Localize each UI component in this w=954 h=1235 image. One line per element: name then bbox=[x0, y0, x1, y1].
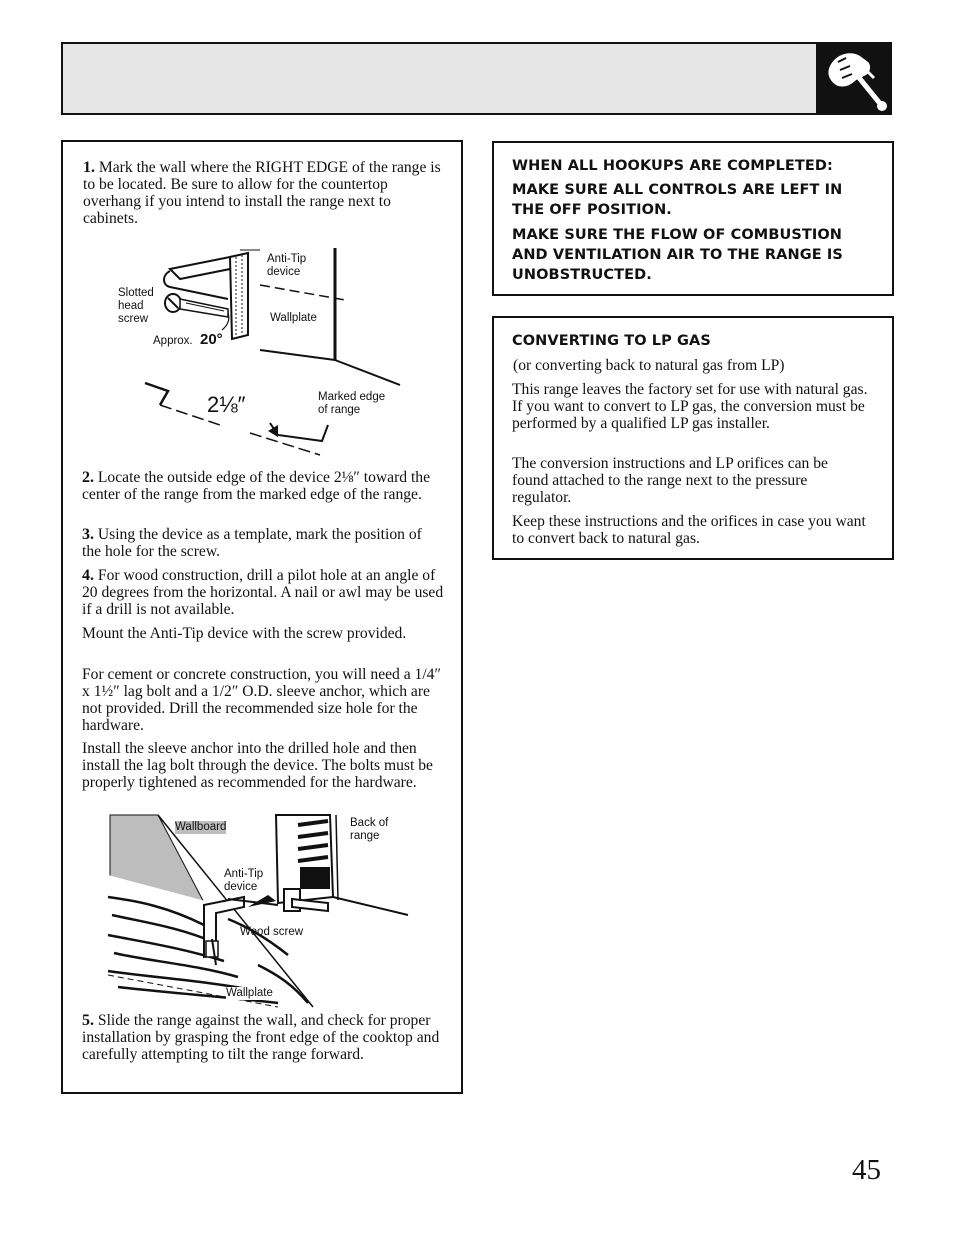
fig1-label-angle: 20° bbox=[200, 331, 223, 348]
figure-anti-tip-installed bbox=[108, 815, 418, 1007]
lp-paragraph-2: The conversion instructions and LP orifices can be found attached to the range next to the pressure regulator. bbox=[512, 455, 828, 506]
sleeve-text: Install the sleeve anchor into the drilled hole and then install the lag bolt through the device. The bolts must be properly tightened as recommended for the hardware. bbox=[82, 740, 433, 791]
step-2: 2. Locate the outside edge of the device 2⅛″ toward the center of the range from the marked edge of the range. bbox=[82, 469, 431, 503]
fig1-label-marked-edge: Marked edge of range bbox=[318, 391, 386, 416]
fig1-label-wallplate: Wallplate bbox=[270, 312, 317, 324]
fig2-label-anti-tip: Anti-Tip device bbox=[224, 868, 264, 893]
fig1-label-anti-tip: Anti-Tip device bbox=[267, 253, 307, 278]
notice-line-2: MAKE SURE ALL CONTROLS ARE LEFT IN THE OFF POSITION. bbox=[512, 182, 843, 218]
header-bar bbox=[61, 42, 892, 115]
lp-paragraph-1: This range leaves the factory set for use with natural gas. If you want to convert to LP gas, the conversion must be performed by a qualified LP gas installer. bbox=[512, 381, 868, 432]
lp-title: CONVERTING TO LP GAS bbox=[512, 333, 711, 349]
notice-line-3: MAKE SURE THE FLOW OF COMBUSTION AND VENTILATION AIR TO THE RANGE IS UNOBSTRUCTED. bbox=[512, 227, 843, 283]
lp-subtitle: (or converting back to natural gas from LP) bbox=[513, 357, 785, 374]
notice-line-1: WHEN ALL HOOKUPS ARE COMPLETED: bbox=[512, 158, 833, 174]
fig2-label-back-of-range: Back of range bbox=[350, 817, 389, 842]
figure-anti-tip-placement bbox=[110, 245, 410, 460]
fig2-label-wood-screw: Wood screw bbox=[240, 926, 304, 938]
cement-text: For cement or concrete construction, you will need a 1/4″ x 1½″ lag bolt and a 1/2″ O.D. sleeve anchor, which are not provided. Drill the recommended size hole for the hardware. bbox=[82, 666, 441, 734]
fig2-label-wallboard: Wallboard bbox=[175, 821, 227, 833]
fig2-label-wallplate: Wallplate bbox=[226, 987, 273, 999]
fig1-label-approx: Approx. bbox=[153, 335, 193, 347]
lp-paragraph-3: Keep these instructions and the orifices in case you want to convert back to natural gas. bbox=[512, 513, 866, 547]
fig1-label-slotted-head-screw: Slotted head screw bbox=[118, 287, 154, 325]
step-3: 3. Using the device as a template, mark the position of the hole for the screw. bbox=[82, 526, 422, 560]
mount-text: Mount the Anti-Tip device with the screw provided. bbox=[82, 625, 407, 642]
step-1: 1. Mark the wall where the RIGHT EDGE of the range is to be located. Be sure to allow for the countertop overhang if you intend to install the range next to cabinets. bbox=[83, 159, 441, 227]
fig1-label-dimension: 2⅛″ bbox=[207, 392, 246, 417]
step-4: 4. For wood construction, drill a pilot hole at an angle of 20 degrees from the horizontal. A nail or awl may be used if a drill is not available. bbox=[82, 567, 444, 618]
hand-wrench-icon bbox=[816, 44, 890, 113]
page-number: 45 bbox=[852, 1154, 881, 1186]
step-5: 5. Slide the range against the wall, and check for proper installation by grasping the front edge of the cooktop and carefully attempting to tilt the range forward. bbox=[82, 1012, 440, 1063]
